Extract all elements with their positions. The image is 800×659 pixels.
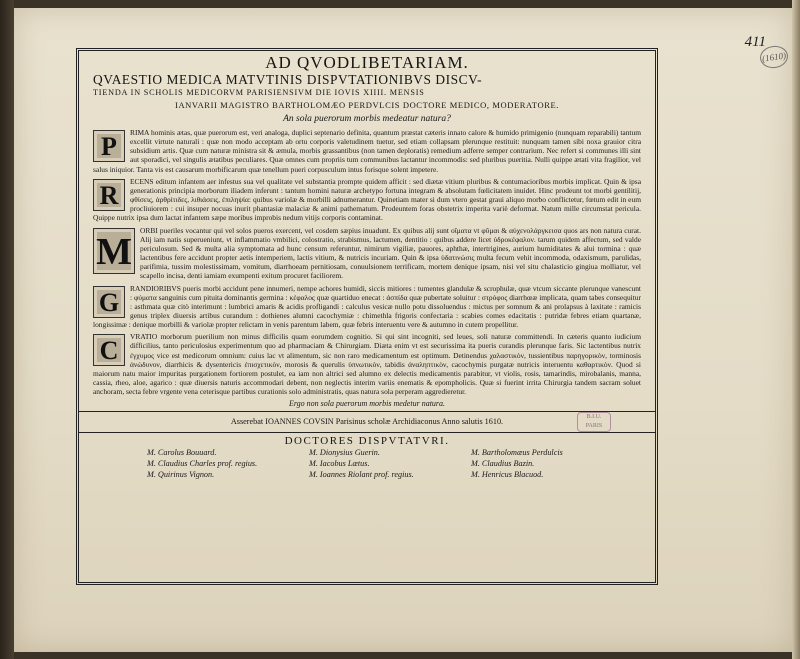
paragraph-5 [93, 332, 641, 396]
doctors-heading: DOCTORES DISPVTATVRI. [284, 435, 450, 448]
handwritten-margin-note: (1610) [759, 44, 790, 70]
doctor-name: M. Quirinus Vignon. [147, 470, 215, 480]
doctor-name: M. Henricus Blacuod. [471, 470, 544, 480]
doctor-name: M. Iacobus Lætus. [309, 459, 370, 469]
thesis-frame [76, 48, 658, 585]
library-stamp: B.I.U. PARIS [577, 412, 611, 432]
paragraph-2 [93, 177, 641, 223]
conclusion: Ergo non sola puerorum morbis medetur natura. [288, 399, 446, 409]
thesis-subtitle-line-2: TIENDA IN SCHOLIS MEDICORVM PARISIENSIVM DIE IOVIS XIIII. MENSIS [93, 88, 425, 97]
book-gutter [0, 0, 14, 659]
paragraph-2-text: ECENS editum infantem aer infestus sua vel qualitate vel substantia prompte quidem afficit : sed diætæ vitium pluribus & contumacioribus morbis implicat. Quin & ipsa generationis principia morborum iliadem inferunt : tantum homini naturæ archetypo fortuna integram & absolutam fœlicitatem inuidet. Hinc prodeunt tot morbi gentilitij, φθίσεις, ἀρθρίτιδες, λιθιάσεις, ἐπιληψία: quibus variolæ & morbilli adnumerantur. Quinetiam mater si dum vtero gestat graui aliquo morbo conflictetur, fœtum edit in eum procliuiorem : cui insuper nocuas inurit phantasiæ malaciæ & animi pathematum. Prodeuntem foras obstetrix imperita variè deformat. Natum mille circumstat pericula. Quippe nutrix ipsa dum lactat infantem sæpe moribus improbis nedum vitijs corporis contaminat. [93, 176, 641, 223]
assertion-line [93, 414, 641, 430]
paragraph-3 [93, 226, 641, 281]
paragraph-3-text: ORBI pueriles vocantur qui vel solos pueros exercent, vel cosdem sæpius inuadunt. Ex quibus alij sunt οἴματα vt φῦμαι & αὐχενολάργκεισα quos ars non natura curat. Alij iam natis superueniunt, vt inflammatio vmbilici, colostratio, strabismus, lactumen, dentitio : quibus addere licet ὑδροκέφαλον. tarum quidem affectum, sed valde periculosum. Sed & multa alia symptomata ad hunc censum referuntur, nimirum vigiliæ, pauores, aphthæ, intertrigines, aurium humiditates & alui tormina : quæ lactentibus fere accidunt propter aetis intemperiem, lactis vitium, & nutricis incuriam. Quin & ipsa ὑδατινώσις multa fecum vehit incommoda, odaxismum, parulidas, parifimia, tussim molestissimam, vomitum, diarrhoeam pernitiosam, conuulsionem terrificam, mortem denique ipsam, nisi vel situ chalasticio gingiua molliatur, vel scapello incisa, denti iamiam exumpenti exitum procuret faciliorem. [140, 225, 641, 281]
thesis-question: An sola puerorum morbis medeatur natura? [283, 114, 451, 124]
paragraph-1 [93, 128, 641, 174]
doctors-list [147, 447, 641, 480]
drop-cap-p: P [93, 130, 125, 162]
drop-cap-c: C [93, 334, 125, 366]
page-number: 411 [744, 34, 766, 50]
doctor-name: M. Claudius Charles prof. regius. [147, 459, 258, 469]
paragraph-1-text: RIMA hominis ætas, quæ puerorum est, veri analoga, duplici septenario definita, quantum præstat cæteris innato calore & humido primigenio (nunquam reparabili) tantum excellit virtute naturali : quæ non modo acceptam ab ortu corporis valetudinem tuetur, sed etiam collapsam plerunque restituit: nunquam tamen sibi noxa grauior citra subsidium artis. Quæ cum naturæ ministra sit & æmula, morbis grassantibus (non tamen deploratis) remedium adferre semper contrarium. Nec refert si communes illi sint aut sporadici, vel singulis ætatibus peculiares. Quæ omnes cum propriis tum communibus lactantur incommodis: sed pluribus pueritia. Nulli quippe ætati vita fragilior, vel salus iniquior. Tanta vis est causarum morbificarum quæ tenellum pueri corpusculum intus forisque solent impetere. [93, 128, 641, 174]
divider [79, 411, 655, 412]
document-page [14, 8, 792, 652]
doctor-name: M. Bartholomæus Perdulcis [471, 448, 563, 458]
doctor-name: M. Claudius Bazin. [471, 459, 535, 469]
divider [79, 432, 655, 433]
doctor-name: M. Dionysius Guerin. [309, 448, 380, 458]
page-edge [792, 0, 800, 659]
paragraph-4-text: RANDIORIBVS pueris morbi accidunt pene innumeri, nempe achores humidi, siccis mitiores : tumentes glandulæ & scrophulæ, quæ vtcum siccante plerunque vanescunt : φύματα sanguinis cum pituita dominantis germina : κέφαλος quæ quartiduo enecat : ἀσπίδα quæ pubertate soluitur : στρόφος diarrhœæ implicata, quam tabes consequitur : asthmata quæ citò interimunt : lumbrici amaris & acidis profligandi : calculus vesicæ nullo potu dissoluendus : mictus per somnum & ani prolapsus à laxitate : ramicis genus triplex diuersis artibus curandum : dothienes alumni cacochymiæ : chimethla frigoris confectaria : scabies comes edacitatis : putridæ febres etiam quartanæ, longissimæ : denique morbilli & variolæ propter relictam in venis parentum labem, quæ febris interuentu vere & autumno in cutem propellitur. [93, 283, 641, 330]
drop-cap-g: G [93, 286, 125, 318]
page-title: AD QVODLIBETARIAM. [265, 53, 469, 72]
doctor-name: M. Ioannes Riolant prof. regius. [309, 470, 414, 480]
paragraph-4 [93, 284, 641, 330]
doctor-name: M. Carolus Bouuard. [147, 448, 217, 458]
drop-cap-r: R [93, 179, 125, 211]
paragraph-5-text: VRATIO morborum puerilium non minus difficilis quam eorumdem cognitio. Si qui sint incogniti, sed leues, soli naturæ committendi. In cæteris quanto iudicium difficilius, tanto periculosius experimentum quo ad pharmaciam & Chirurgiam. Diæta enim vt est securissima ita pueris curandis plerunque faris. Sic lactentibus nutrix ἐγχυμος vice est medicorum omnium: cuius lac vt alimentum, sic non raro medicamentum est optimum. Detinendus χαλαστικὸν, tussientibus παρηγορικὸν, torminosis ἀνώδυνον, diarrhicis & dysentericis ἐπισχετικὸν, morosis & querulis ὑπνωτικὸν, tabidis ἀναληπτικὸν, cacochymis purgatæ nutricis interuentu καθαρτικὸν. Quod si maiorum natu maior impuritas purgationem fortiorem postulet, ea iam non altrici sed alumno ex delectis medicamentis parabitur, vt violis, rosis, tamarindis, mirobalanis, manna, cassia, rheo, aloe, agarico : quæ diuersis naturis accommodari debent, non neglectis interim variis enematis & epompholicis. Quæ si fuerint irrita Chirurgia tandem sacram soluet anchoram, secta febre vrgente vena ceterisque partibus curationis solo administratis, quas natura sola perperam aggredieretur. [93, 332, 641, 397]
thesis-subtitle: QVAESTIO MEDICA MATVTINIS DISPVTATIONIBVS DISCV- [93, 72, 483, 87]
drop-cap-m: M [93, 228, 135, 274]
assertion-text: Asserebat IOANNES COVSIN Parisinus scholæ Archidiaconus Anno salutis 1610. [230, 417, 504, 427]
thesis-subtitle-line-3: IANVARII MAGISTRO BARTHOLOMÆO PERDVLCIS DOCTORE MEDICO, MODERATORE. [175, 100, 559, 110]
